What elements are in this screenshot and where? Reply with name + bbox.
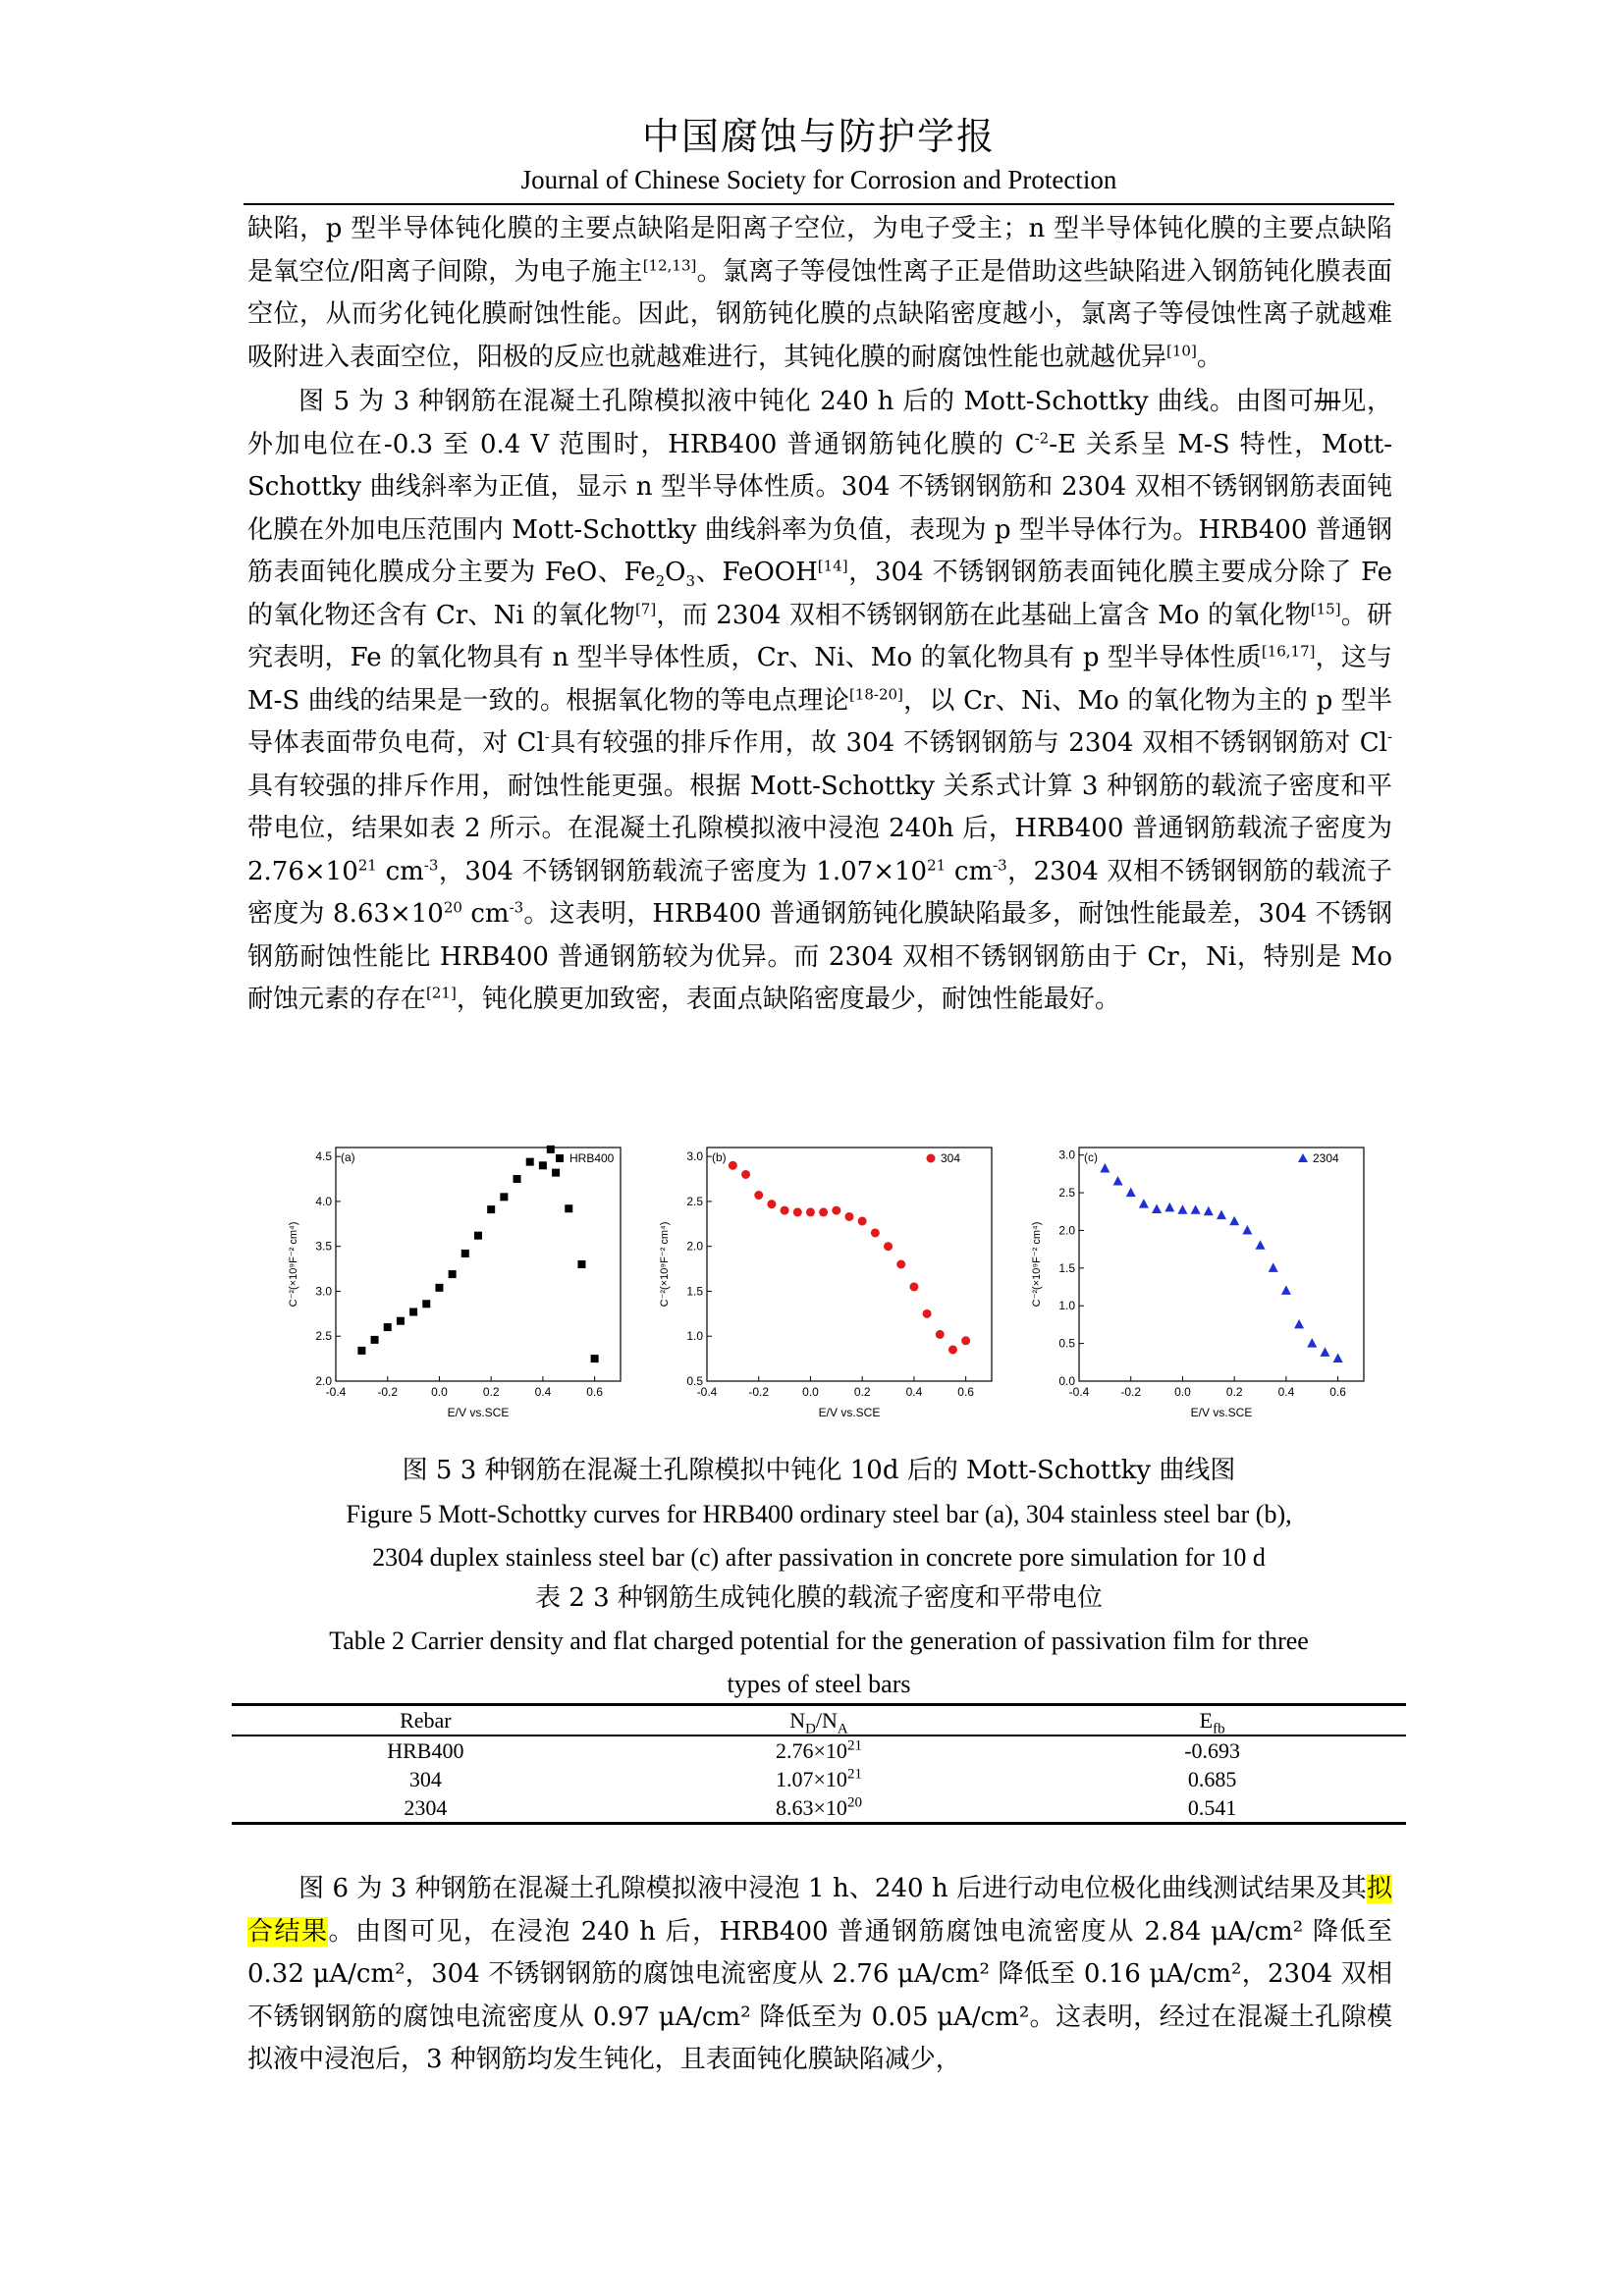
- figure-caption: [244, 1451, 1394, 1704]
- data-point: [1191, 1204, 1201, 1214]
- superscript: -3: [423, 855, 439, 874]
- cell-carrier-density: [620, 1735, 1019, 1765]
- citation: [16,17]: [1261, 642, 1316, 661]
- table-caption-en-1: Table 2 Carrier density and flat charged potential for the generation of passivation film for three: [329, 1627, 1309, 1655]
- paragraph-2: [247, 381, 1392, 1022]
- data-table: [232, 1703, 1406, 1825]
- data-point: [409, 1308, 417, 1316]
- data-point: [547, 1146, 555, 1153]
- chart-panel-b: [646, 1134, 1009, 1433]
- data-point: [591, 1355, 599, 1362]
- highlighted-text: 拟合结果: [247, 1874, 1392, 1947]
- text-run: ，304 不锈钢钢筋表面钝化膜主要成分除了 Fe 的氧化物还含有 Cr、Ni 的氧化物: [247, 558, 1393, 630]
- cell-text: 2.76×10: [776, 1738, 847, 1763]
- data-point: [909, 1282, 918, 1291]
- y-tick-label: 2.5: [315, 1329, 332, 1344]
- superscript: 21: [357, 855, 377, 874]
- text-run: cm: [376, 856, 424, 886]
- cell-rebar: 304: [408, 1767, 442, 1791]
- text-run: 具有较强的排斥作用，耐蚀性能更强。根据 Mott-Schottky 关系式计算 3 种钢筋的载流子密度和平带电位，结果如表 2 所示。在混凝土孔隙模拟液中浸泡 240h 后，HRB400 普通钢筋载流子密度为 2.76×10: [247, 771, 1392, 886]
- header-rule: [244, 203, 1394, 205]
- plot-frame: [1079, 1148, 1364, 1381]
- text-run: -E 关系呈 M-S 特性，Mott-Schottky 曲线斜率为正值，显示 n 型半导体性质。304 不锈钢钢筋和 2304 双相不锈钢钢筋表面钝化膜在外加电压范围内 Mott-Schottky 曲线斜率为负值，表现为 p 型半导体行为。HRB400 普通钢筋表面钝化膜成分主要为 FeO、Fe: [247, 429, 1392, 587]
- chart-panel-c: [1018, 1134, 1381, 1433]
- x-tick-label: -0.4: [325, 1385, 347, 1399]
- data-point: [474, 1232, 482, 1240]
- x-tick-label: 0.0: [431, 1385, 448, 1399]
- superscript: 20: [846, 1794, 862, 1811]
- y-tick-label: 0.5: [1058, 1336, 1075, 1351]
- text-run: 见，外加电位在-0.3 至 0.4 V 范围时，HRB400 普通钢筋钝化膜的 C: [247, 387, 1392, 459]
- cell-efb: 0.541: [1187, 1795, 1237, 1820]
- header-rebar: Rebar: [400, 1708, 452, 1733]
- data-point: [936, 1330, 945, 1339]
- data-point: [552, 1169, 560, 1177]
- table-header-row: [232, 1705, 1406, 1736]
- journal-header: [244, 110, 1394, 196]
- data-point: [884, 1242, 893, 1251]
- plot-frame: [707, 1148, 992, 1381]
- data-point: [461, 1250, 469, 1257]
- header-text: N: [789, 1708, 806, 1733]
- cell-efb: 0.685: [1187, 1767, 1237, 1791]
- data-point: [1113, 1176, 1123, 1186]
- header-nd-na: [620, 1705, 1019, 1736]
- data-point: [819, 1207, 828, 1216]
- text-run: ，这与 M-S 曲线的结果是一致的。根据氧化物的等电点理论: [247, 643, 1392, 716]
- x-tick-label: 0.2: [853, 1385, 871, 1399]
- text-run: ，钝化膜更加致密，表面点缺陷密度最少，耐蚀性能最好。: [456, 985, 1120, 1014]
- text-run: ，而 2304 双相不锈钢钢筋在此基础上富含 Mo 的氧化物: [656, 600, 1311, 630]
- text-run: 。研究表明，Fe 的氧化物具有 n 型半导体性质，Cr、Ni、Mo 的氧化物具有 p 型半导体性质: [247, 600, 1392, 672]
- text-run: 图 5 为 3 种钢筋在混凝土孔隙模拟液中钝化 240 h 后的 Mott-Schottky 曲线。由图可: [298, 387, 1315, 416]
- data-point: [357, 1347, 365, 1355]
- y-tick-label: 2.5: [686, 1194, 703, 1208]
- text-run: 。: [1196, 342, 1222, 372]
- x-tick-label: -0.2: [377, 1385, 399, 1399]
- table-row: [232, 1793, 1406, 1824]
- data-point: [871, 1228, 880, 1237]
- legend-marker: [1298, 1153, 1308, 1162]
- y-axis-label: C⁻²(×10⁹F⁻² cm⁴): [659, 1221, 671, 1308]
- data-point: [1177, 1204, 1187, 1214]
- y-tick-label: 1.5: [1058, 1260, 1075, 1275]
- deleted-text: 加: [1314, 387, 1341, 416]
- panel-label: (b): [712, 1150, 727, 1164]
- legend-label: 304: [941, 1151, 961, 1165]
- citation: [10]: [1166, 341, 1197, 359]
- x-axis-label: E/V vs.SCE: [818, 1406, 881, 1419]
- superscript: 21: [927, 855, 947, 874]
- subscript: D: [805, 1721, 816, 1737]
- subscript: 2: [655, 572, 666, 591]
- data-point: [1152, 1203, 1162, 1213]
- data-point: [500, 1193, 508, 1201]
- figure-caption-en-1: Figure 5 Mott-Schottky curves for HRB400 ordinary steel bar (a), 304 stainless steel bar (b),: [346, 1500, 1292, 1528]
- legend-label: HRB400: [569, 1151, 615, 1165]
- cell-efb: -0.693: [1184, 1738, 1241, 1763]
- data-point: [1204, 1206, 1214, 1216]
- data-point: [449, 1270, 457, 1278]
- data-point: [741, 1170, 750, 1179]
- data-point: [806, 1207, 815, 1216]
- legend-label: 2304: [1313, 1151, 1339, 1165]
- legend-marker: [556, 1154, 564, 1162]
- text-run: cm: [461, 899, 510, 929]
- x-tick-label: -0.2: [748, 1385, 770, 1399]
- data-point: [1256, 1240, 1266, 1250]
- subscript: A: [837, 1721, 848, 1737]
- y-tick-label: 0.5: [686, 1374, 703, 1388]
- text-run: ，304 不锈钢钢筋载流子密度为 1.07×10: [438, 856, 928, 886]
- data-point: [1217, 1210, 1226, 1220]
- data-point: [767, 1200, 776, 1208]
- text-run: ，2304 双相不锈钢钢筋的载流子密度为 8.63×10: [247, 856, 1393, 929]
- text-run: 缺陷，p 型半导体钝化膜的主要点缺陷是阳离子空位，为电子受主；n 型半导体钝化膜的主要点缺陷是氧空位/阳离子间隙，为电子施主: [247, 214, 1392, 287]
- x-tick-label: 0.6: [586, 1385, 603, 1399]
- y-tick-label: 1.0: [686, 1329, 703, 1344]
- header-efb: [1018, 1705, 1406, 1736]
- journal-title-en: Journal of Chinese Society for Corrosion and Protection: [520, 165, 1117, 194]
- data-point: [832, 1206, 840, 1215]
- text-run: O: [665, 558, 686, 587]
- panel-label: (a): [341, 1150, 355, 1164]
- citation: [21]: [426, 984, 457, 1002]
- data-point: [397, 1317, 405, 1325]
- data-point: [1126, 1188, 1136, 1197]
- y-axis-label: C⁻²(×10⁹F⁻² cm⁴): [1031, 1221, 1043, 1308]
- y-tick-label: 0.0: [1058, 1374, 1075, 1388]
- text-run: 。由图可见，在浸泡 240 h 后，HRB400 普通钢筋腐蚀电流密度从 2.84 μA/cm² 降低至 0.32 μA/cm²，304 不锈钢钢筋的腐蚀电流密度从 2.76 μA/cm² 降低至 0.16 μA/cm²，2304 双相不锈钢钢筋的腐蚀电流密度从 0.97 μA/cm² 降低至为 0.05 μA/cm²。这表明，经过在混凝土孔隙模拟液中浸泡后，3 种钢筋均发生钝化，且表面钝化膜缺陷减少，: [247, 1916, 1392, 2074]
- y-tick-label: 4.0: [315, 1194, 332, 1208]
- citation: [18-20]: [848, 684, 903, 703]
- citation: [15]: [1310, 599, 1341, 617]
- x-axis-label: E/V vs.SCE: [1190, 1406, 1253, 1419]
- body-text-top: [247, 208, 1392, 1022]
- data-point: [948, 1345, 957, 1354]
- text-run: 。氯离子等侵蚀性离子正是借助这些缺陷进入钢筋钝化膜表面空位，从而劣化钝化膜耐蚀性能。因此，钢筋钝化膜的点缺陷密度越小，氯离子等侵蚀性离子就越难吸附进入表面空位，阳极的反应也就越难进行，其钝化膜的耐腐蚀性能也就越优异: [247, 256, 1392, 372]
- figure-caption-cn: 图 5 3 种钢筋在混凝土孔隙模拟中钝化 10d 后的 Mott-Schottky 曲线图: [402, 1456, 1236, 1485]
- y-tick-label: 1.0: [1058, 1299, 1075, 1313]
- data-point: [781, 1206, 789, 1215]
- data-point: [1294, 1319, 1304, 1329]
- y-tick-label: 3.5: [315, 1239, 332, 1254]
- text-run: 、FeOOH: [695, 558, 818, 587]
- data-point: [514, 1175, 521, 1183]
- data-point: [1139, 1199, 1149, 1208]
- superscript: -: [1386, 727, 1393, 746]
- x-tick-label: -0.2: [1120, 1385, 1142, 1399]
- x-axis-label: E/V vs.SCE: [447, 1406, 510, 1419]
- y-tick-label: 1.5: [686, 1284, 703, 1299]
- y-tick-label: 3.0: [315, 1284, 332, 1299]
- data-point: [1242, 1225, 1252, 1235]
- text-run: cm: [946, 856, 994, 886]
- superscript: -3: [509, 898, 524, 917]
- table-row: [232, 1765, 1406, 1793]
- data-point: [577, 1260, 585, 1268]
- data-point: [845, 1212, 854, 1221]
- y-tick-label: 2.0: [1058, 1223, 1075, 1238]
- data-point: [1307, 1338, 1317, 1348]
- x-tick-label: 0.2: [1225, 1385, 1243, 1399]
- cell-carrier-density: [620, 1765, 1019, 1793]
- y-tick-label: 3.0: [686, 1149, 703, 1164]
- data-point: [1333, 1353, 1343, 1362]
- table-caption-cn: 表 2 3 种钢筋生成钝化膜的载流子密度和平带电位: [535, 1583, 1103, 1613]
- journal-title-cn: 中国腐蚀与防护学报: [641, 115, 996, 158]
- text-run: 图 6 为 3 种钢筋在混凝土孔隙模拟液中浸泡 1 h、240 h 后进行动电位极化曲线测试结果及其: [298, 1874, 1367, 1903]
- body-text-bottom: [247, 1868, 1392, 2082]
- superscript: 21: [846, 1737, 862, 1754]
- cell-text: 1.07×10: [776, 1767, 847, 1791]
- paragraph-3: [247, 1868, 1392, 2082]
- x-tick-label: 0.0: [802, 1385, 819, 1399]
- legend-marker: [927, 1154, 936, 1163]
- data-point: [539, 1161, 547, 1169]
- y-axis-label: C⁻²(×10⁹F⁻² cm⁴): [288, 1221, 299, 1308]
- data-point: [384, 1323, 392, 1331]
- text-run: 具有较强的排斥作用，故 304 不锈钢钢筋与 2304 双相不锈钢钢筋对 Cl: [549, 728, 1387, 758]
- data-point: [858, 1217, 867, 1226]
- data-point: [1229, 1216, 1239, 1226]
- data-point: [961, 1336, 970, 1345]
- data-point: [1269, 1262, 1278, 1272]
- header-text: /N: [815, 1708, 838, 1733]
- y-tick-label: 3.0: [1058, 1148, 1075, 1162]
- x-tick-label: 0.0: [1174, 1385, 1191, 1399]
- y-tick-label: 2.0: [315, 1374, 332, 1388]
- y-tick-label: 2.0: [686, 1239, 703, 1254]
- cell-rebar: HRB400: [387, 1738, 464, 1763]
- data-point: [565, 1204, 572, 1212]
- superscript: -: [544, 727, 550, 746]
- superscript: -3: [993, 855, 1007, 874]
- figure-5: [275, 1134, 1384, 1433]
- data-point: [1164, 1202, 1174, 1212]
- paragraph-1: [247, 208, 1392, 379]
- data-point: [435, 1284, 443, 1292]
- data-point: [422, 1300, 430, 1308]
- data-point: [729, 1161, 737, 1170]
- data-point: [793, 1207, 802, 1216]
- cell-text: 8.63×10: [776, 1795, 847, 1820]
- y-tick-label: 4.5: [315, 1149, 332, 1164]
- x-tick-label: -0.4: [696, 1385, 718, 1399]
- x-tick-label: 0.4: [534, 1385, 552, 1399]
- header-text: E: [1199, 1708, 1214, 1733]
- superscript: -2: [1034, 428, 1050, 447]
- text-run: ，以 Cr、Ni、Mo 的氧化物为主的 p 型半导体表面带负电荷，对 Cl: [247, 685, 1392, 758]
- subscript: 3: [685, 572, 696, 591]
- data-point: [896, 1260, 905, 1269]
- x-tick-label: 0.2: [482, 1385, 500, 1399]
- citation: [12,13]: [642, 255, 697, 274]
- citation: [14]: [817, 557, 848, 575]
- data-point: [526, 1158, 534, 1166]
- table-2: [232, 1703, 1406, 1825]
- table-caption-en-2: types of steel bars: [727, 1670, 911, 1698]
- data-point: [1281, 1285, 1291, 1295]
- figure-caption-en-2: 2304 duplex stainless steel bar (c) after passivation in concrete pore simulation for 10 d: [372, 1543, 1266, 1572]
- data-point: [371, 1336, 379, 1344]
- data-point: [1100, 1163, 1110, 1173]
- data-point: [754, 1191, 763, 1200]
- cell-carrier-density: [620, 1793, 1019, 1824]
- data-point: [487, 1205, 495, 1213]
- text-run: 。这表明，HRB400 普通钢筋钝化膜缺陷最多，耐蚀性能最差，304 不锈钢钢筋耐蚀性能比 HRB400 普通钢筋较为优异。而 2304 双相不锈钢钢筋由于 Cr，Ni，特别是 Mo 耐蚀元素的存在: [247, 899, 1393, 1014]
- subscript: fb: [1213, 1721, 1225, 1737]
- x-tick-label: 0.6: [1329, 1385, 1346, 1399]
- cell-rebar: 2304: [404, 1795, 448, 1820]
- superscript: 21: [846, 1766, 862, 1783]
- table-row: [232, 1735, 1406, 1765]
- chart-panel-a: [275, 1134, 638, 1433]
- citation: [7]: [634, 599, 657, 617]
- superscript: 20: [443, 898, 462, 917]
- y-tick-label: 2.5: [1058, 1186, 1075, 1201]
- x-tick-label: 0.4: [1277, 1385, 1295, 1399]
- data-point: [923, 1309, 932, 1318]
- x-tick-label: 0.6: [957, 1385, 974, 1399]
- panel-label: (c): [1084, 1150, 1098, 1164]
- data-point: [1320, 1347, 1329, 1357]
- x-tick-label: 0.4: [905, 1385, 923, 1399]
- x-tick-label: -0.4: [1068, 1385, 1090, 1399]
